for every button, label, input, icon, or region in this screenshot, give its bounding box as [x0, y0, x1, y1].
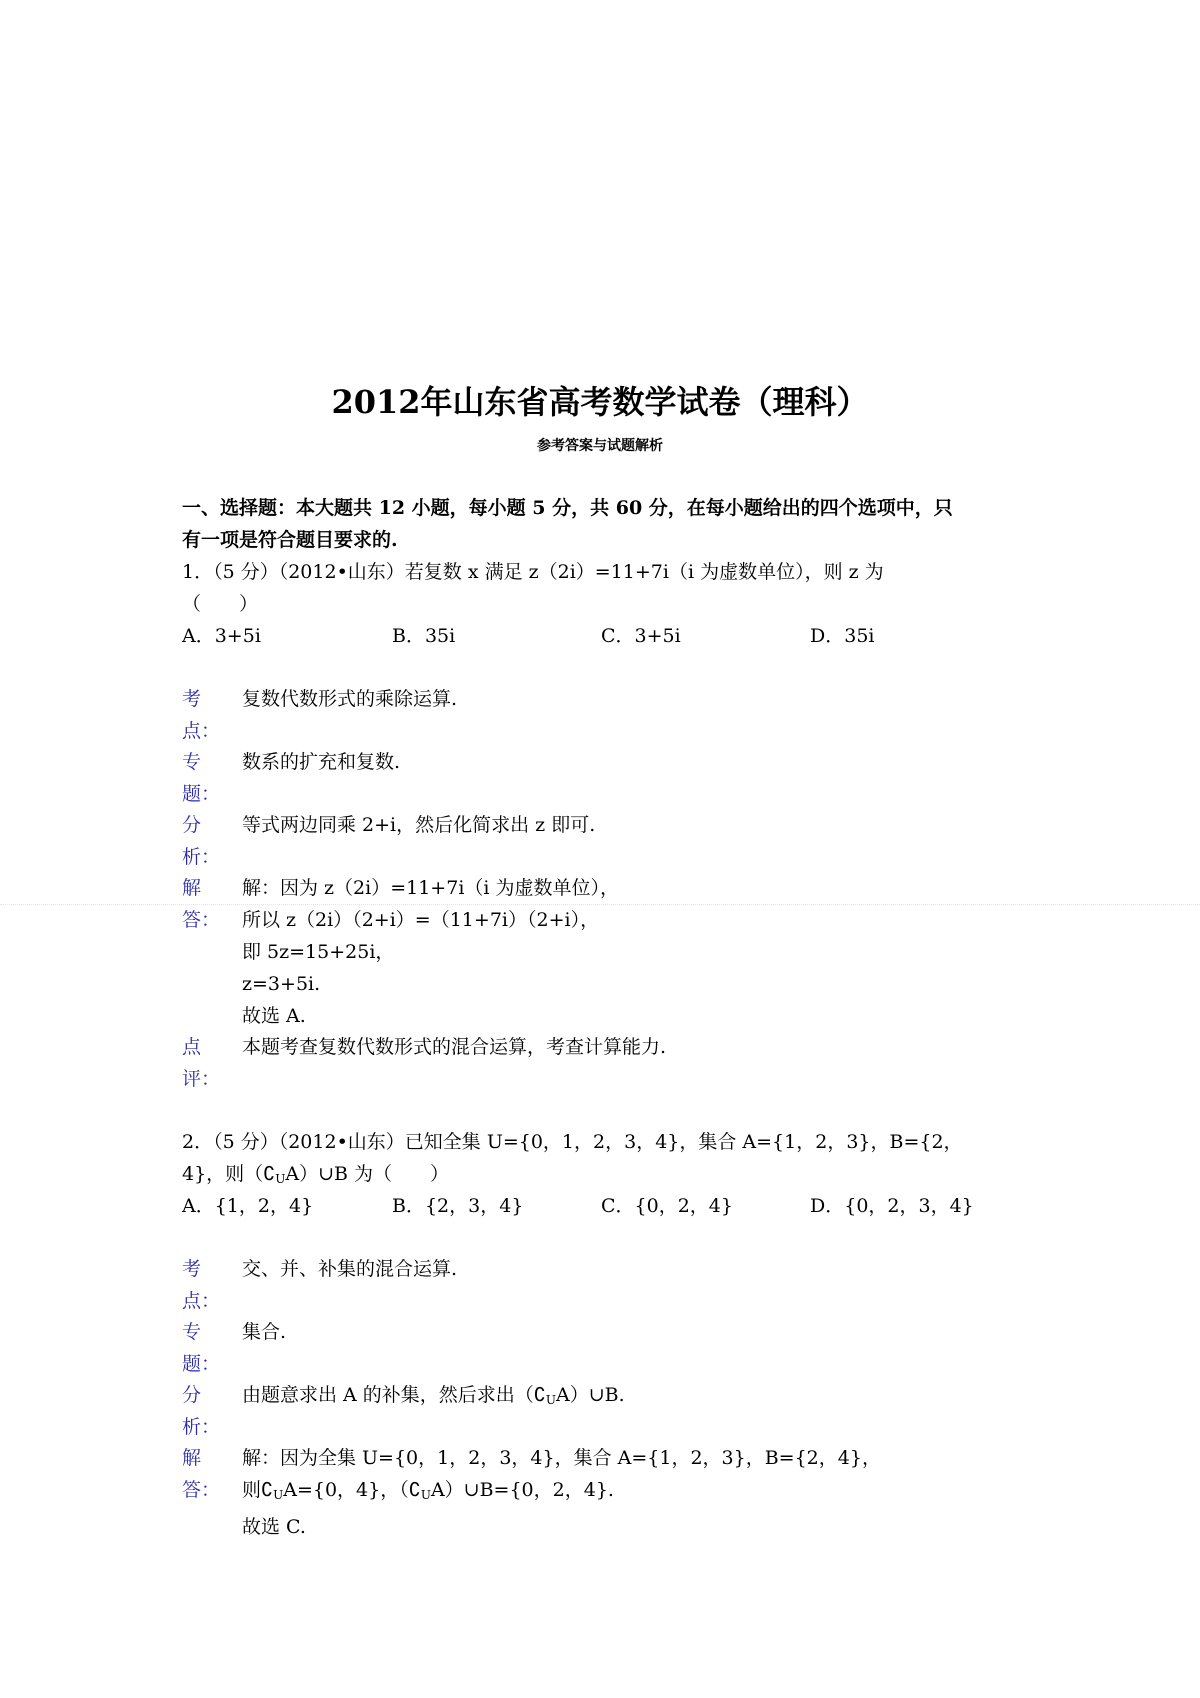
page-divider — [0, 904, 1200, 905]
q1-stem-line-1: 1．（5 分）（2012•山东）若复数 x 满足 z（2﻿﻿i）=11+7i（i 为虚数单位），则 z 为 — [182, 561, 884, 583]
q1-jieda-line: 解：因为 z（2﻿i）=11+7i（i 为虚数单位）， — [242, 877, 620, 899]
q1-zhuanti — [182, 746, 1022, 810]
page-title: 2012年山东省高考数学试卷（理科） — [331, 383, 869, 421]
section-heading-line-1: 一、选择题：本大题共 12 小题，每小题 5 分，共 60 分，在每小题给出的四个选项中，只 — [182, 497, 953, 519]
q2-option-a: A．{1，2，4} — [182, 1195, 314, 1217]
q2-option-c: C．{0，2，4} — [601, 1195, 733, 1217]
q1-stem-line-2: （ ） — [182, 593, 259, 615]
q2-jieda-line: 则$∁_UA=\{0$，4}，$(∁_UA)\cup B=\{0$，2，4}. — [242, 1479, 614, 1502]
page-subtitle: 参考答案与试题解析 — [537, 438, 663, 454]
q2-stem-line-1: 2．（5 分）（2012•山东）已知全集 U={0，1，2，3，4}，集合 A={1，2，3}，B={2， — [182, 1131, 963, 1153]
q2-jieda-line: 解：因为全集 U={0，1，2，3，4}，集合 A={1，2，3}，B={2，4}， — [242, 1447, 881, 1469]
q2-fenxi — [182, 1379, 1022, 1443]
section-heading — [182, 492, 1022, 556]
q1-zhuanti-text: 数系的扩充和复数. — [242, 751, 401, 773]
q1-fenxi-label: 分 析： — [182, 814, 221, 868]
q2-zhuanti-text: 集合. — [242, 1321, 287, 1343]
q2-fenxi-label: 分 析： — [182, 1384, 221, 1438]
q1-stem — [182, 556, 1022, 620]
q1-fenxi-text: 等式两边同乘 2+i，然后化简求出 z 即可. — [242, 814, 596, 836]
q2-jieda-text — [242, 1442, 1002, 1543]
q1-kaodian-text: 复数代数形式的乘除运算. — [242, 688, 458, 710]
q2-kaodian-label: 考 点： — [182, 1258, 221, 1312]
q2-jieda-line: 故选 C. — [242, 1516, 306, 1538]
q1-jieda — [182, 872, 1022, 1032]
q2-kaodian-text: 交、并、补集的混合运算. — [242, 1258, 458, 1280]
q1-option-c: C．﻿3+5i — [601, 625, 681, 647]
q2-stem — [182, 1126, 1022, 1195]
q2-option-d: D．{0，2，3，4} — [810, 1195, 974, 1217]
q1-option-a: A．3+5i — [182, 625, 261, 647]
q1-option-d: D．﻿3﻿5i — [810, 625, 875, 647]
q1-jieda-line: z=3+5i. — [242, 973, 321, 995]
q1-dianping-label: 点 评： — [182, 1036, 221, 1090]
section-heading-line-2: 有一项是符合题目要求的. — [182, 529, 398, 551]
q2-fenxi-text: 由题意求出 A 的补集，然后求出$(∁_UA)\cup B$. — [242, 1384, 625, 1407]
q1-zhuanti-label: 专 题： — [182, 751, 221, 805]
q1-fenxi — [182, 809, 1022, 873]
q1-kaodian-label: 考 点： — [182, 688, 221, 742]
q2-zhuanti-label: 专 题： — [182, 1321, 221, 1375]
q1-kaodian — [182, 683, 1022, 747]
q2-options — [182, 1190, 1022, 1222]
q2-jieda — [182, 1442, 1022, 1538]
q1-dianping — [182, 1031, 1022, 1095]
q1-jieda-line: 即 5z=15+25i， — [242, 941, 395, 963]
q1-jieda-text — [242, 872, 1002, 1032]
q2-jieda-label: 解 答： — [182, 1447, 221, 1501]
q1-jieda-line: 故选 A. — [242, 1005, 306, 1027]
q2-zhuanti — [182, 1316, 1022, 1380]
q2-kaodian — [182, 1253, 1022, 1317]
q2-stem-line-2: 4}，则$(∁_UA)\cup B$ 为（ ） — [182, 1163, 450, 1186]
q1-dianping-text: 本题考查复数代数形式的混合运算，考查计算能力. — [242, 1036, 667, 1058]
q1-options — [182, 620, 1022, 652]
q1-option-b: B．3﻿5i — [392, 625, 456, 647]
q2-option-b: B．{2，3，4} — [392, 1195, 524, 1217]
q1-jieda-line: 所以 z（2﻿i）（2+i）=（11+7i）（2+i）， — [242, 909, 600, 931]
q1-jieda-label: 解 答： — [182, 877, 221, 931]
